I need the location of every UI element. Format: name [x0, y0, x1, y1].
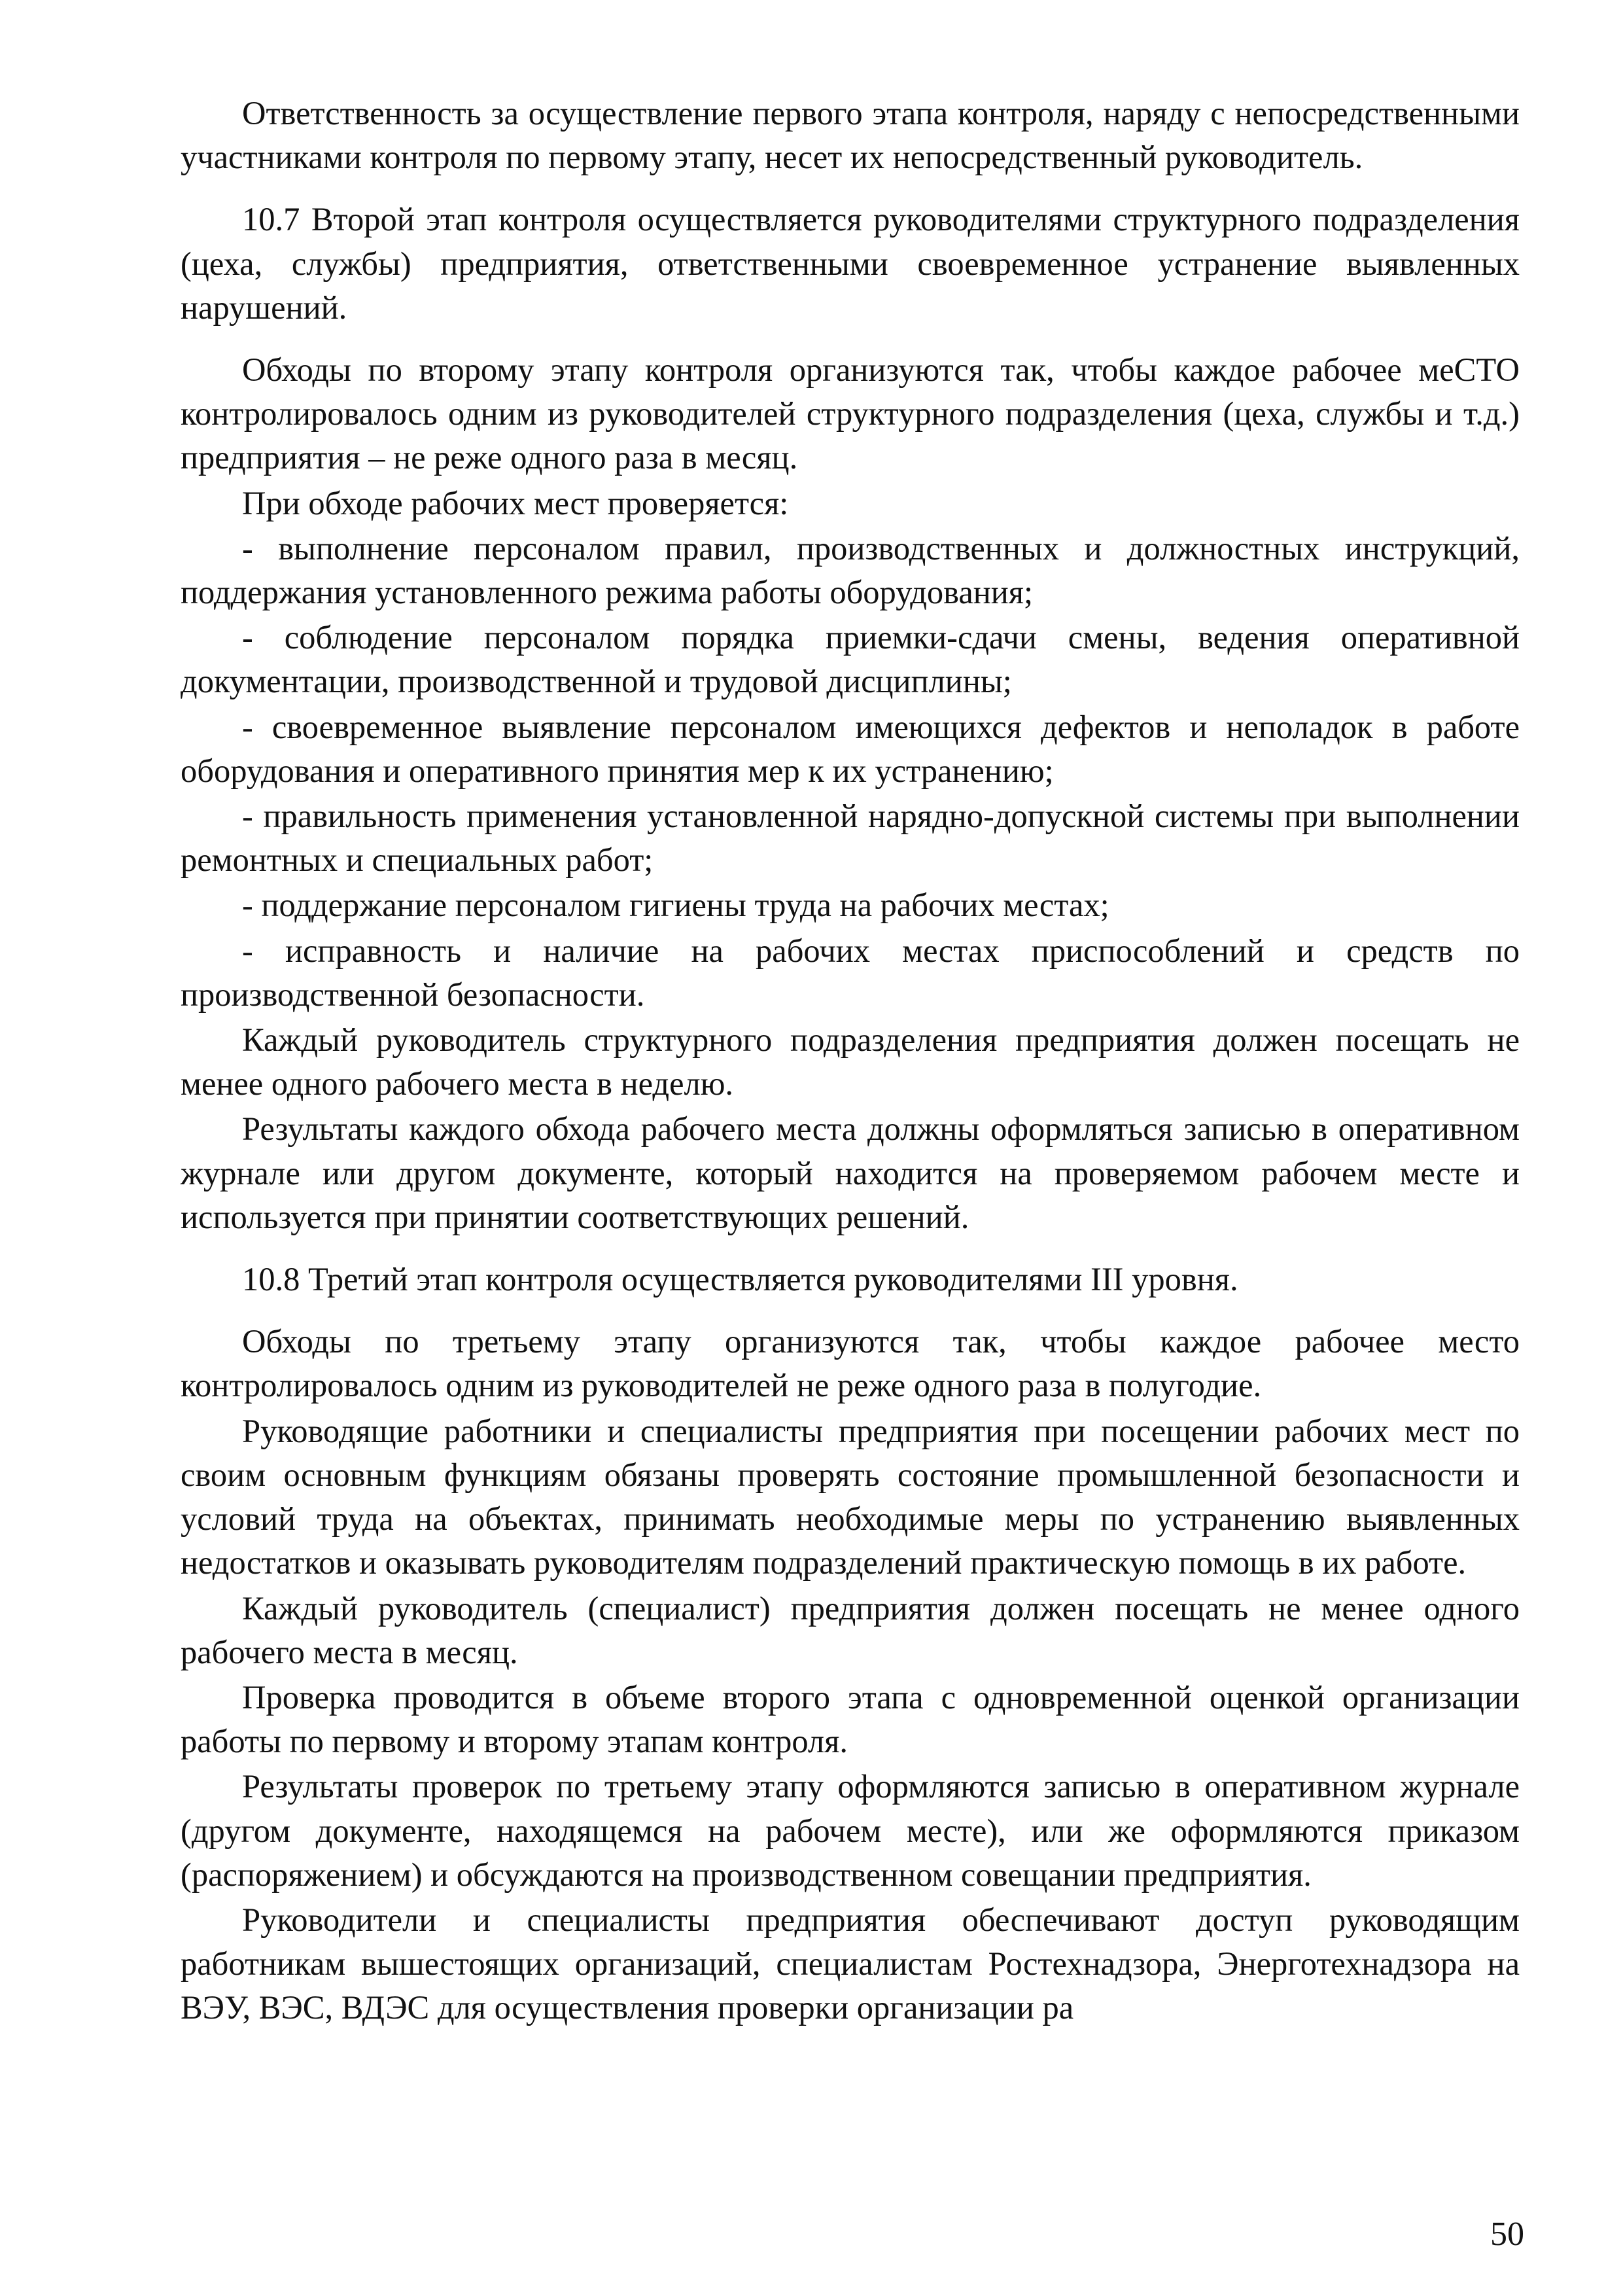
list-item-work-permit-system: - правильность применения установленной нарядно-допускной системы при выполнении ремонтных и специальных работ;	[181, 798, 1520, 879]
list-item-safety-equipment: - исправность и наличие на рабочих местах приспособлений и средств по производственной безопасности.	[181, 932, 1520, 1013]
paragraph-monthly-visits: Каждый руководитель (специалист) предприятия должен посещать не менее одного рабочего места в месяц.	[181, 1589, 1520, 1670]
document-page	[181, 92, 1520, 2030]
list-item-rules-compliance: - выполнение персоналом правил, производственных и должностных инструкций, поддержания установленного режима работы оборудования;	[181, 529, 1520, 611]
paragraph-access-for-inspectors: Руководители и специалисты предприятия обеспечивают доступ руководящим работникам вышестоящих организаций, специалистам Ростехнадзора, Энерготехнадзора на ВЭУ, ВЭС, ВДЭС для осуществления проверки организации ра	[181, 1901, 1520, 2026]
page-number: 50	[1490, 2216, 1524, 2253]
paragraph-managers-duties: Руководящие работники и специалисты предприятия при посещении рабочих мест по своим основным функциям обязаны проверять состояние промышленной безопасности и условий труда на объектах, принимать необходимые меры по устранению выявленных недостатков и оказывать руководителям подразделений практическую помощь в их работе.	[181, 1412, 1520, 1581]
paragraph-weekly-visits: Каждый руководитель структурного подразделения предприятия должен посещать не менее одного рабочего места в неделю.	[181, 1021, 1520, 1103]
paragraph-second-stage-rounds: Обходы по второму этапу контроля организуются так, чтобы каждое рабочее меСТО контролировалось одним из руководителей структурного подразделения (цеха, службы и т.д.) предприятия – не реже одного раза в месяц.	[181, 351, 1520, 476]
paragraph-10-7-second-stage: 10.7 Второй этап контроля осуществляется руководителями структурного подразделения (цеха, службы) предприятия, ответственными своевременное устранение выявленных нарушений.	[181, 201, 1520, 326]
paragraph-checklist-intro: При обходе рабочих мест проверяется:	[242, 484, 789, 521]
paragraph-inspection-scope: Проверка проводится в объеме второго этапа с одновременной оценкой организации работы по первому и второму этапам контроля.	[181, 1678, 1520, 1760]
list-item-labor-hygiene: - поддержание персоналом гигиены труда на рабочих местах;	[242, 887, 1109, 924]
paragraph-third-stage-rounds: Обходы по третьему этапу организуются так, чтобы каждое рабочее место контролировалось одним из руководителей не реже одного раза в полугодие.	[181, 1323, 1520, 1404]
paragraph-responsibility-first-stage: Ответственность за осуществление первого этапа контроля, наряду с непосредственными участниками контроля по первому этапу, несет их непосредственный руководитель.	[181, 95, 1520, 176]
paragraph-third-stage-results: Результаты проверок по третьему этапу оформляются записью в оперативном журнале (другом документе, находящемся на рабочем месте), или же оформляются приказом (распоряжением) и обсуждаются на производственном совещании предприятия.	[181, 1768, 1520, 1893]
list-item-shift-handover: - соблюдение персоналом порядка приемки-сдачи смены, ведения оперативной документации, производственной и трудовой дисциплины;	[181, 619, 1520, 700]
paragraph-round-results: Результаты каждого обхода рабочего места должны оформляться записью в оперативном журнале или другом документе, который находится на проверяемом рабочем месте и используется при принятии соответствующих решений.	[181, 1110, 1520, 1235]
list-item-defect-detection: - своевременное выявление персоналом имеющихся дефектов и неполадок в работе оборудования и оперативного принятия мер к их устранению;	[181, 708, 1520, 789]
paragraph-10-8-third-stage: 10.8 Третий этап контроля осуществляется руководителями III уровня.	[242, 1261, 1238, 1298]
